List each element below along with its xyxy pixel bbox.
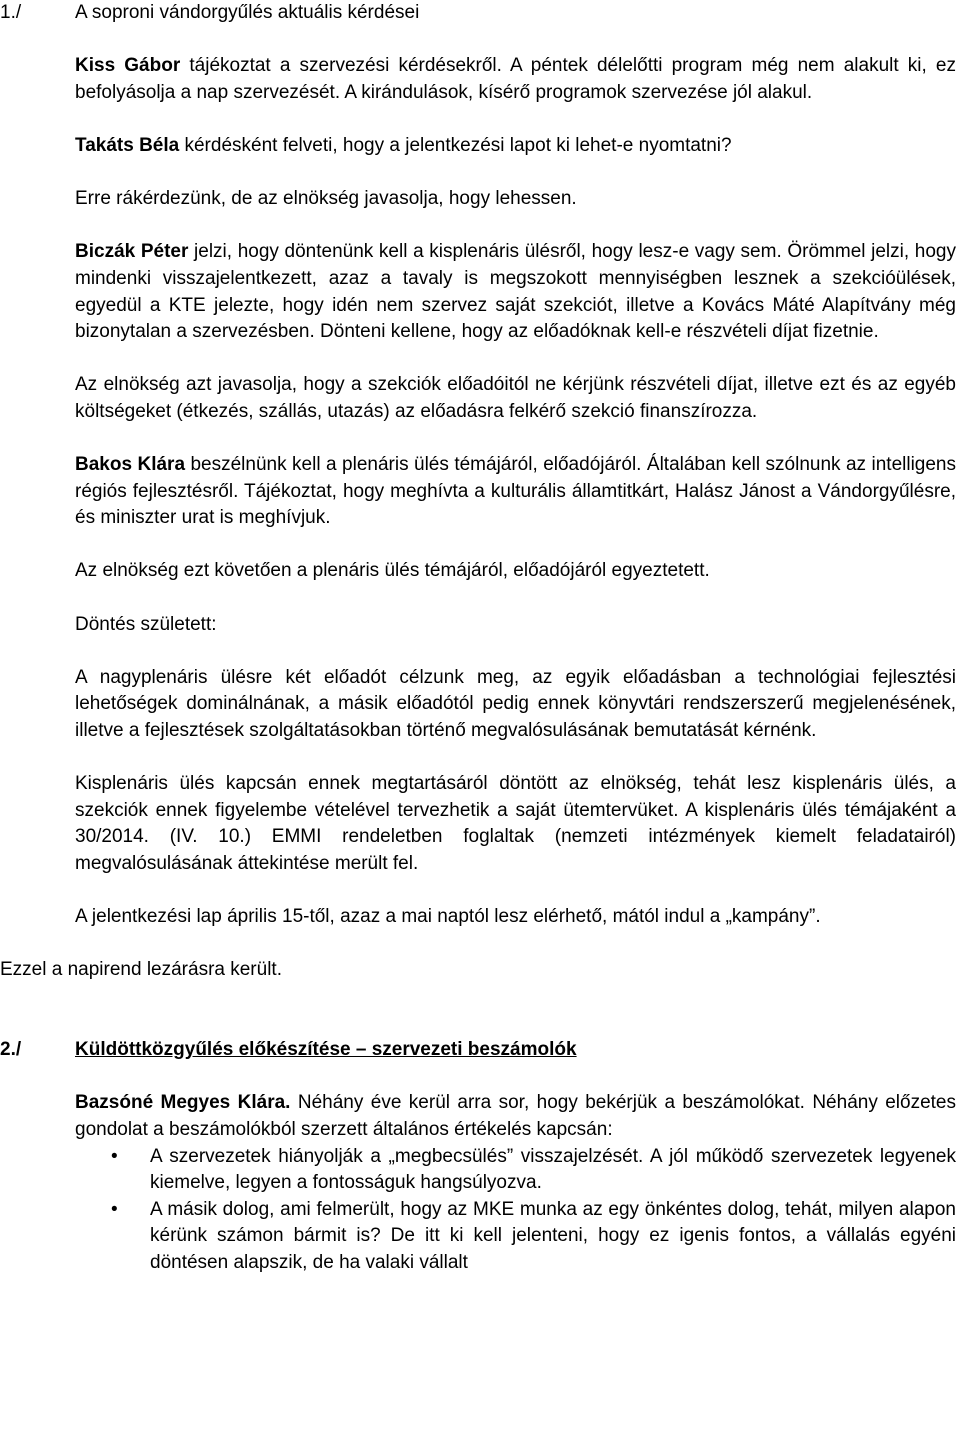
section-2-number: 2./ [0, 1039, 22, 1061]
paragraph-kiss-gabor [75, 53, 956, 106]
paragraph-nagyplenaris: A nagyplenáris ülésre két előadót célzunk meg, az egyik előadásban a technológiai fejlesztési lehetőségek dominálnának, a másik előadótól pedig ennek könyvtári rendszerszerű megjelenésének, illetve a fejlesztések szolgáltatásokban történő megvalósulásának bemutatását kérnénk. [75, 666, 956, 742]
speaker-name: Kiss Gábor [75, 55, 181, 77]
section-2-title: Küldöttközgyűlés előkészítése – szervezeti beszámolók [75, 1039, 577, 1061]
paragraph-elnokseg-javaslat: Az elnökség azt javasolja, hogy a szekciók előadóitól ne kérjünk részvételi díjat, illetve ezt és az egyéb költségeket (étkezés, szállás, utazás) az előadásra felkérő szekció finanszírozza. [75, 374, 956, 422]
bullet-icon: • [111, 1145, 118, 1167]
paragraph-text: Néhány éve kerül arra sor, hogy bekérjük a beszámolókat. Néhány előzetes gondolat a beszámolókból szerzett általános értékelés kapcsán: [75, 1092, 957, 1140]
section-1-number: 1./ [0, 2, 22, 23]
paragraph-answer: Erre rákérdezünk, de az elnökség javasolja, hogy lehessen. [75, 188, 577, 210]
paragraph-text: jelzi, hogy döntenünk kell a kisplenáris ülésről, hogy lesz-e vagy sem. Örömmel jelzi, hogy mindenki visszajelentkezett, azaz a tavaly is megszokott mennyiségben lesznek a szekcióülések, egyedül a KTE jelezte, hogy idén nem szervez saját szekciót, illetve a Kovács Máté Alapítvány még bizonytalan a szervezésben. Dönteni kellene, hogy az előadóknak kell-e részvételi díjat fizetnie. [75, 241, 956, 343]
section-2-body [75, 1090, 956, 1143]
paragraph-text: tájékoztat a szervezési kérdésekről. A péntek délelőtti program még nem alakult ki, ez befolyásolja a nap szervezését. A kirándulások, kísérő programok szervezése jól alakul. [75, 55, 956, 103]
section-1-body [75, 53, 956, 931]
paragraph-takats-bela [75, 133, 956, 160]
paragraph-jelentkezesi-lap: A jelentkezési lap április 15-től, azaz a mai naptól lesz elérhető, mától indul a „kampány”. [75, 906, 821, 928]
speaker-name: Takáts Béla [75, 134, 180, 156]
paragraph-bazsone [75, 1090, 956, 1143]
speaker-name: Bazsóné Megyes Klára. [75, 1092, 291, 1114]
speaker-name: Biczák Péter [75, 241, 189, 263]
section-1-title: A soproni vándorgyűlés aktuális kérdései [75, 2, 420, 23]
list-item-text: A másik dolog, ami felmerült, hogy az MKE munka az egy önkéntes dolog, tehát, milyen alapon kérünk számon bármit is? De itt ki kell jelenteni, hogy ez igenis fontos, a vállalás egyéni döntésen alapszik, de ha valaki vállalt [150, 1198, 956, 1273]
speaker-name: Bakos Klára [75, 454, 186, 476]
section-1-closing: Ezzel a napirend lezárásra került. [0, 959, 282, 981]
paragraph-bakos-klara [75, 452, 956, 532]
list-item-text: A szervezetek hiányolják a „megbecsülés” visszajelzését. A jól működő szervezetek legyenek kiemelve, legyen a fontosságuk hangsúlyozva. [150, 1145, 956, 1194]
paragraph-dontes-label: Döntés született: [75, 613, 217, 635]
section-2-bullet-list [75, 1144, 956, 1277]
bullet-icon: • [111, 1198, 118, 1220]
paragraph-biczak-peter [75, 239, 956, 345]
paragraph-text: beszélnünk kell a plenáris ülés témájáról, előadójáról. Általában kell szólnunk az intelligens régiós fejlesztésről. Tájékoztat, hogy meghívta a kulturális államtitkárt, Halász Jánost a Vándorgyűlésre, és miniszter urat is meghívjuk. [75, 454, 956, 529]
paragraph-kisplenaris: Kisplenáris ülés kapcsán ennek megtartásáról döntött az elnökség, tehát lesz kisplenáris ülés, a szekciók ennek figyelembe vételével tervezhetik a saját ütemtervüket. A kisplenáris ülés témájaként a 30/2014. (IV. 10.) EMMI rendeletben foglaltak (nemzeti intézmények kiemelt feladatairól) megvalósulásának áttekintése merült fel. [75, 773, 956, 874]
list-item [75, 1197, 956, 1277]
paragraph-egyeztetes: Az elnökség ezt követően a plenáris ülés témájáról, előadójáról egyeztetett. [75, 560, 710, 582]
section-2-heading [0, 1037, 960, 1064]
section-1-heading [0, 0, 960, 27]
paragraph-text: kérdésként felveti, hogy a jelentkezési lapot ki lehet-e nyomtatni? [179, 134, 732, 156]
list-item [75, 1144, 956, 1197]
